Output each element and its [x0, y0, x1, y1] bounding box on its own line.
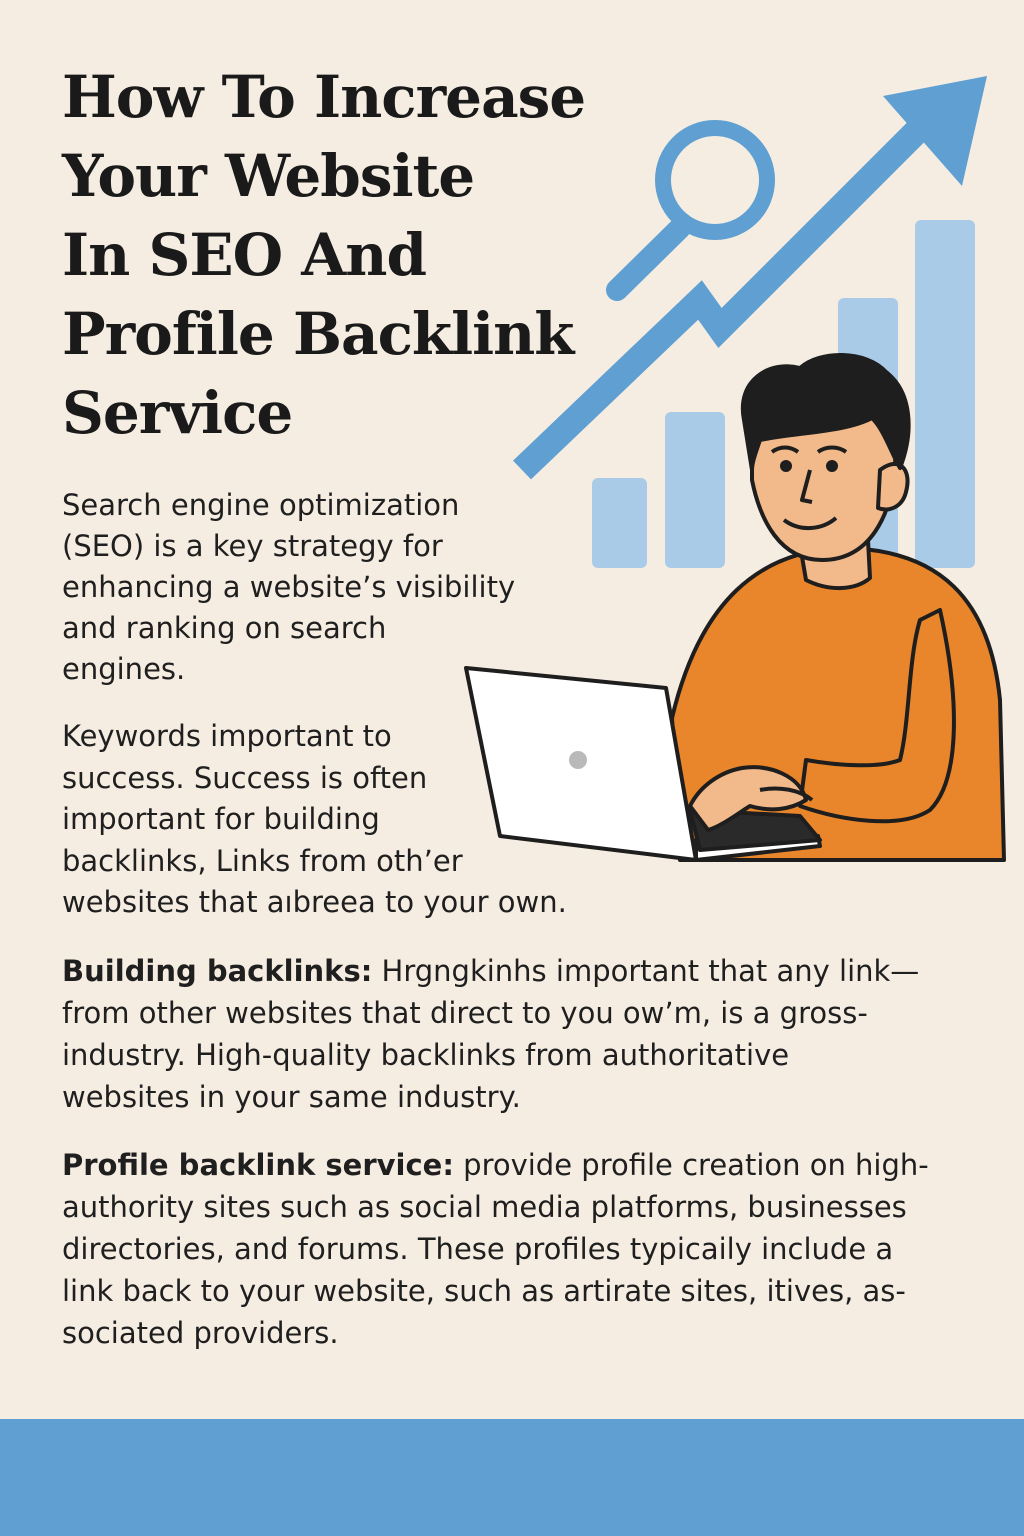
intro-line: engines.	[62, 652, 186, 686]
keywords-line: important for building	[62, 802, 380, 836]
building-backlinks-heading: Building backlinks:	[62, 954, 373, 988]
title-line: Profile Backlink	[62, 300, 574, 368]
keywords-line: Keywords important to	[62, 719, 392, 753]
intro-line: and ranking on search	[62, 611, 387, 645]
intro-paragraph	[62, 485, 532, 690]
profile-backlink-paragraph	[62, 1144, 942, 1354]
chart-bar	[665, 412, 725, 568]
profile-line-text: provide profile creation on high-	[453, 1148, 929, 1182]
title-line: How To Increase	[62, 63, 586, 131]
building-backlinks-paragraph	[62, 950, 942, 1118]
building-line: industry. High-quality backlinks from authoritative	[62, 1038, 790, 1072]
building-line: websites in your same industry.	[62, 1080, 521, 1114]
building-line	[62, 950, 942, 992]
profile-line: link back to your website, such as artirate sites, itives, as-	[62, 1274, 906, 1308]
intro-line: enhancing a website’s visibility	[62, 570, 516, 604]
title-line: Service	[62, 379, 293, 447]
footer-bar	[0, 1419, 1024, 1536]
intro-line: (SEO) is a key strategy for	[62, 529, 443, 563]
chart-bar	[915, 220, 975, 568]
profile-line	[62, 1144, 942, 1186]
keywords-line: websites that aıbreea to your own.	[62, 885, 567, 919]
profile-line: authority sites such as social media platforms, businesses	[62, 1190, 907, 1224]
intro-line: Search engine optimization	[62, 488, 460, 522]
profile-backlink-heading: Profile backlink service:	[62, 1148, 454, 1182]
title-line: Your Website	[62, 142, 475, 210]
keywords-line: success. Success is often	[62, 760, 428, 795]
profile-line: directories, and forums. These profiles typicaily include a	[62, 1232, 894, 1266]
title-line: In SEO And	[62, 221, 427, 289]
keywords-line: backlinks, Links from oth’er	[62, 843, 463, 878]
building-line: from other websites that direct to you ow’m, is a gross-	[62, 996, 868, 1030]
magnifying-glass-icon	[617, 128, 767, 290]
chart-bar	[592, 478, 647, 568]
profile-line: sociated providers.	[62, 1316, 339, 1350]
building-line-text: Hrgngkinhs important that any link—	[372, 954, 920, 988]
keywords-paragraph	[62, 716, 602, 924]
